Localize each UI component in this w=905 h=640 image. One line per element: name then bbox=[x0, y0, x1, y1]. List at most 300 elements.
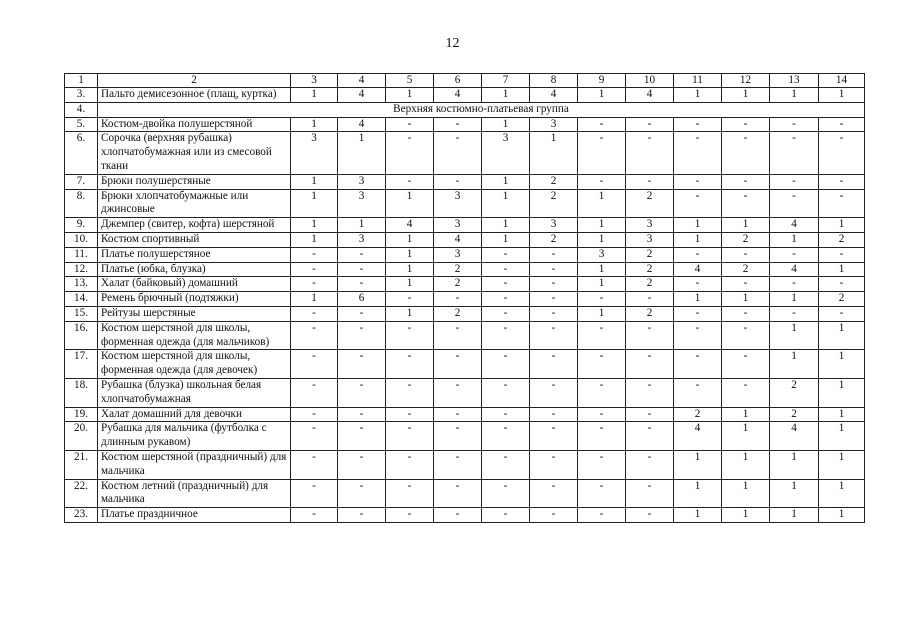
quantity-cell: - bbox=[819, 132, 865, 174]
item-name: Сорочка (верхняя рубашка) хлопчатобумажная или из смесовой ткани bbox=[98, 132, 291, 174]
header-cell: 10 bbox=[626, 74, 674, 88]
quantity-cell: 4 bbox=[626, 88, 674, 103]
table-row bbox=[65, 117, 865, 132]
quantity-cell: - bbox=[770, 189, 819, 218]
quantity-cell: 1 bbox=[819, 450, 865, 479]
quantity-cell: - bbox=[530, 262, 578, 277]
quantity-cell: 2 bbox=[626, 247, 674, 262]
quantity-cell: - bbox=[578, 132, 626, 174]
row-number: 21. bbox=[65, 450, 98, 479]
header-cell: 8 bbox=[530, 74, 578, 88]
header-cell: 11 bbox=[674, 74, 722, 88]
quantity-cell: 1 bbox=[338, 218, 386, 233]
item-name: Рейтузы шерстяные bbox=[98, 306, 291, 321]
quantity-cell: - bbox=[434, 407, 482, 422]
quantity-cell: 1 bbox=[482, 174, 530, 189]
quantity-cell: 4 bbox=[434, 88, 482, 103]
quantity-cell: - bbox=[819, 174, 865, 189]
quantity-cell: - bbox=[530, 350, 578, 379]
row-number: 15. bbox=[65, 306, 98, 321]
quantity-cell: 6 bbox=[338, 292, 386, 307]
quantity-cell: 4 bbox=[674, 422, 722, 451]
quantity-cell: 2 bbox=[819, 232, 865, 247]
quantity-cell: - bbox=[482, 277, 530, 292]
quantity-cell: 1 bbox=[482, 232, 530, 247]
quantity-cell: - bbox=[770, 247, 819, 262]
quantity-cell: 4 bbox=[386, 218, 434, 233]
quantity-cell: 1 bbox=[722, 422, 770, 451]
quantity-cell: - bbox=[434, 479, 482, 508]
table-row bbox=[65, 262, 865, 277]
item-name: Костюм шерстяной для школы, форменная одежда (для девочек) bbox=[98, 350, 291, 379]
quantity-cell: 1 bbox=[722, 450, 770, 479]
quantity-cell: 2 bbox=[674, 407, 722, 422]
row-number: 23. bbox=[65, 508, 98, 523]
header-cell: 5 bbox=[386, 74, 434, 88]
quantity-cell: 2 bbox=[434, 262, 482, 277]
quantity-cell: 1 bbox=[338, 132, 386, 174]
quantity-cell: - bbox=[722, 378, 770, 407]
quantity-cell: - bbox=[338, 422, 386, 451]
clothing-norms-table bbox=[64, 73, 865, 523]
quantity-cell: - bbox=[386, 350, 434, 379]
quantity-cell: 3 bbox=[434, 247, 482, 262]
table-row bbox=[65, 479, 865, 508]
quantity-cell: - bbox=[626, 117, 674, 132]
quantity-cell: - bbox=[482, 292, 530, 307]
quantity-cell: - bbox=[291, 378, 338, 407]
quantity-cell: - bbox=[626, 450, 674, 479]
item-name: Джемпер (свитер, кофта) шерстяной bbox=[98, 218, 291, 233]
quantity-cell: - bbox=[386, 378, 434, 407]
quantity-cell: 3 bbox=[434, 189, 482, 218]
header-cell: 7 bbox=[482, 74, 530, 88]
table-row bbox=[65, 407, 865, 422]
quantity-cell: - bbox=[482, 247, 530, 262]
quantity-cell: - bbox=[338, 378, 386, 407]
quantity-cell: 1 bbox=[770, 321, 819, 350]
quantity-cell: - bbox=[722, 189, 770, 218]
header-cell: 13 bbox=[770, 74, 819, 88]
quantity-cell: - bbox=[482, 450, 530, 479]
quantity-cell: 4 bbox=[530, 88, 578, 103]
quantity-cell: - bbox=[434, 321, 482, 350]
quantity-cell: - bbox=[530, 450, 578, 479]
quantity-cell: - bbox=[578, 422, 626, 451]
quantity-cell: - bbox=[530, 378, 578, 407]
quantity-cell: 1 bbox=[386, 189, 434, 218]
quantity-cell: - bbox=[722, 174, 770, 189]
quantity-cell: - bbox=[386, 117, 434, 132]
quantity-cell: 1 bbox=[770, 450, 819, 479]
quantity-cell: - bbox=[626, 174, 674, 189]
quantity-cell: 1 bbox=[578, 277, 626, 292]
quantity-cell: - bbox=[819, 117, 865, 132]
quantity-cell: 3 bbox=[482, 132, 530, 174]
quantity-cell: - bbox=[626, 378, 674, 407]
quantity-cell: 1 bbox=[578, 189, 626, 218]
quantity-cell: 1 bbox=[770, 350, 819, 379]
quantity-cell: - bbox=[386, 479, 434, 508]
quantity-cell: - bbox=[386, 422, 434, 451]
row-number: 6. bbox=[65, 132, 98, 174]
quantity-cell: 2 bbox=[819, 292, 865, 307]
quantity-cell: 1 bbox=[482, 117, 530, 132]
header-cell: 4 bbox=[338, 74, 386, 88]
table-row bbox=[65, 218, 865, 233]
quantity-cell: - bbox=[434, 350, 482, 379]
quantity-cell: 3 bbox=[291, 132, 338, 174]
quantity-cell: - bbox=[291, 407, 338, 422]
quantity-cell: - bbox=[530, 247, 578, 262]
quantity-cell: - bbox=[386, 132, 434, 174]
quantity-cell: 1 bbox=[674, 88, 722, 103]
quantity-cell: - bbox=[722, 132, 770, 174]
quantity-cell: - bbox=[338, 247, 386, 262]
quantity-cell: 3 bbox=[626, 218, 674, 233]
quantity-cell: 4 bbox=[338, 88, 386, 103]
quantity-cell: - bbox=[578, 508, 626, 523]
quantity-cell: - bbox=[578, 174, 626, 189]
table-row bbox=[65, 132, 865, 174]
quantity-cell: - bbox=[578, 378, 626, 407]
table-row bbox=[65, 378, 865, 407]
quantity-cell: 1 bbox=[722, 508, 770, 523]
item-name: Платье полушерстяное bbox=[98, 247, 291, 262]
quantity-cell: - bbox=[338, 450, 386, 479]
quantity-cell: 1 bbox=[674, 292, 722, 307]
row-number: 16. bbox=[65, 321, 98, 350]
table-row bbox=[65, 350, 865, 379]
quantity-cell: - bbox=[578, 407, 626, 422]
item-name: Костюм летний (праздничный) для мальчика bbox=[98, 479, 291, 508]
quantity-cell: - bbox=[434, 378, 482, 407]
quantity-cell: 2 bbox=[530, 189, 578, 218]
quantity-cell: - bbox=[482, 306, 530, 321]
quantity-cell: - bbox=[482, 350, 530, 379]
quantity-cell: - bbox=[578, 292, 626, 307]
row-number: 19. bbox=[65, 407, 98, 422]
quantity-cell: - bbox=[722, 117, 770, 132]
quantity-cell: 1 bbox=[674, 218, 722, 233]
quantity-cell: - bbox=[578, 117, 626, 132]
quantity-cell: - bbox=[482, 378, 530, 407]
quantity-cell: 4 bbox=[770, 218, 819, 233]
item-name: Халат (байковый) домашний bbox=[98, 277, 291, 292]
quantity-cell: - bbox=[482, 508, 530, 523]
item-name: Платье праздничное bbox=[98, 508, 291, 523]
quantity-cell: - bbox=[819, 306, 865, 321]
quantity-cell: 1 bbox=[674, 450, 722, 479]
quantity-cell: 1 bbox=[291, 117, 338, 132]
quantity-cell: - bbox=[291, 306, 338, 321]
quantity-cell: - bbox=[530, 277, 578, 292]
quantity-cell: 1 bbox=[722, 479, 770, 508]
quantity-cell: 1 bbox=[674, 232, 722, 247]
quantity-cell: 1 bbox=[578, 88, 626, 103]
quantity-cell: - bbox=[386, 174, 434, 189]
header-cell: 2 bbox=[98, 74, 291, 88]
quantity-cell: - bbox=[530, 407, 578, 422]
page-number: 12 bbox=[445, 36, 460, 51]
item-name: Костюм шерстяной (праздничный) для мальчика bbox=[98, 450, 291, 479]
quantity-cell: - bbox=[338, 321, 386, 350]
quantity-cell: 1 bbox=[291, 218, 338, 233]
quantity-cell: 3 bbox=[626, 232, 674, 247]
group-label: Верхняя костюмно-платьевая группа bbox=[98, 102, 865, 117]
quantity-cell: 1 bbox=[770, 88, 819, 103]
quantity-cell: - bbox=[386, 508, 434, 523]
quantity-cell: - bbox=[434, 132, 482, 174]
quantity-cell: 1 bbox=[291, 189, 338, 218]
quantity-cell: - bbox=[482, 422, 530, 451]
quantity-cell: 1 bbox=[291, 174, 338, 189]
quantity-cell: 4 bbox=[770, 422, 819, 451]
quantity-cell: - bbox=[722, 247, 770, 262]
quantity-cell: - bbox=[578, 350, 626, 379]
quantity-cell: 1 bbox=[386, 277, 434, 292]
quantity-cell: 1 bbox=[386, 262, 434, 277]
quantity-cell: - bbox=[338, 277, 386, 292]
item-name: Рубашка для мальчика (футболка с длинным рукавом) bbox=[98, 422, 291, 451]
row-number: 17. bbox=[65, 350, 98, 379]
quantity-cell: 1 bbox=[530, 132, 578, 174]
quantity-cell: - bbox=[722, 350, 770, 379]
quantity-cell: 1 bbox=[770, 232, 819, 247]
quantity-cell: 1 bbox=[819, 321, 865, 350]
group-row bbox=[65, 102, 865, 117]
quantity-cell: 2 bbox=[770, 407, 819, 422]
quantity-cell: 3 bbox=[338, 174, 386, 189]
quantity-cell: 1 bbox=[386, 247, 434, 262]
quantity-cell: - bbox=[338, 306, 386, 321]
quantity-cell: - bbox=[674, 117, 722, 132]
quantity-cell: - bbox=[530, 479, 578, 508]
row-number: 14. bbox=[65, 292, 98, 307]
quantity-cell: - bbox=[338, 350, 386, 379]
header-cell: 12 bbox=[722, 74, 770, 88]
quantity-cell: 2 bbox=[530, 174, 578, 189]
quantity-cell: 1 bbox=[578, 306, 626, 321]
quantity-cell: - bbox=[770, 174, 819, 189]
quantity-cell: 1 bbox=[770, 292, 819, 307]
quantity-cell: 1 bbox=[482, 88, 530, 103]
quantity-cell: - bbox=[434, 508, 482, 523]
quantity-cell: 3 bbox=[434, 218, 482, 233]
table-row bbox=[65, 422, 865, 451]
table-row bbox=[65, 277, 865, 292]
quantity-cell: - bbox=[291, 479, 338, 508]
quantity-cell: 2 bbox=[626, 277, 674, 292]
table-row bbox=[65, 450, 865, 479]
header-cell: 3 bbox=[291, 74, 338, 88]
quantity-cell: - bbox=[626, 422, 674, 451]
quantity-cell: - bbox=[434, 422, 482, 451]
quantity-cell: 1 bbox=[674, 479, 722, 508]
quantity-cell: - bbox=[482, 479, 530, 508]
quantity-cell: 1 bbox=[819, 407, 865, 422]
quantity-cell: - bbox=[338, 262, 386, 277]
quantity-cell: - bbox=[291, 508, 338, 523]
row-number: 12. bbox=[65, 262, 98, 277]
quantity-cell: - bbox=[674, 306, 722, 321]
quantity-cell: 4 bbox=[674, 262, 722, 277]
quantity-cell: 2 bbox=[770, 378, 819, 407]
table-row bbox=[65, 321, 865, 350]
quantity-cell: - bbox=[291, 450, 338, 479]
quantity-cell: - bbox=[770, 277, 819, 292]
quantity-cell: 3 bbox=[578, 247, 626, 262]
quantity-cell: - bbox=[482, 321, 530, 350]
table-row bbox=[65, 189, 865, 218]
quantity-cell: - bbox=[674, 277, 722, 292]
item-name: Платье (юбка, блузка) bbox=[98, 262, 291, 277]
quantity-cell: 1 bbox=[770, 479, 819, 508]
row-number: 4. bbox=[65, 102, 98, 117]
quantity-cell: 1 bbox=[819, 422, 865, 451]
item-name: Рубашка (блузка) школьная белая хлопчатобумажная bbox=[98, 378, 291, 407]
quantity-cell: - bbox=[291, 277, 338, 292]
quantity-cell: 2 bbox=[722, 262, 770, 277]
quantity-cell: - bbox=[338, 479, 386, 508]
quantity-cell: - bbox=[626, 407, 674, 422]
quantity-cell: - bbox=[674, 321, 722, 350]
quantity-cell: - bbox=[674, 350, 722, 379]
quantity-cell: - bbox=[770, 132, 819, 174]
quantity-cell: - bbox=[722, 306, 770, 321]
quantity-cell: - bbox=[578, 479, 626, 508]
quantity-cell: - bbox=[530, 306, 578, 321]
quantity-cell: 1 bbox=[578, 218, 626, 233]
quantity-cell: - bbox=[674, 132, 722, 174]
quantity-cell: 1 bbox=[386, 88, 434, 103]
quantity-cell: - bbox=[578, 450, 626, 479]
quantity-cell: 1 bbox=[819, 218, 865, 233]
item-name: Пальто демисезонное (плащ, куртка) bbox=[98, 88, 291, 103]
quantity-cell: - bbox=[386, 407, 434, 422]
quantity-cell: 1 bbox=[291, 232, 338, 247]
row-number: 8. bbox=[65, 189, 98, 218]
quantity-cell: - bbox=[674, 174, 722, 189]
quantity-cell: 3 bbox=[338, 232, 386, 247]
quantity-cell: 1 bbox=[722, 407, 770, 422]
quantity-cell: 1 bbox=[386, 306, 434, 321]
quantity-cell: 3 bbox=[530, 117, 578, 132]
header-cell: 1 bbox=[65, 74, 98, 88]
table-row bbox=[65, 306, 865, 321]
quantity-cell: 4 bbox=[434, 232, 482, 247]
row-number: 9. bbox=[65, 218, 98, 233]
row-number: 11. bbox=[65, 247, 98, 262]
header-cell: 6 bbox=[434, 74, 482, 88]
item-name: Костюм шерстяной для школы, форменная одежда (для мальчиков) bbox=[98, 321, 291, 350]
quantity-cell: - bbox=[674, 189, 722, 218]
table-row bbox=[65, 174, 865, 189]
column-number-header bbox=[65, 74, 865, 88]
table-row bbox=[65, 232, 865, 247]
item-name: Халат домашний для девочки bbox=[98, 407, 291, 422]
quantity-cell: 2 bbox=[722, 232, 770, 247]
quantity-cell: 2 bbox=[626, 189, 674, 218]
row-number: 10. bbox=[65, 232, 98, 247]
row-number: 20. bbox=[65, 422, 98, 451]
quantity-cell: - bbox=[674, 378, 722, 407]
quantity-cell: - bbox=[434, 450, 482, 479]
item-name: Брюки хлопчатобумажные или джинсовые bbox=[98, 189, 291, 218]
quantity-cell: 1 bbox=[291, 292, 338, 307]
quantity-cell: - bbox=[722, 321, 770, 350]
quantity-cell: - bbox=[291, 262, 338, 277]
quantity-cell: - bbox=[338, 407, 386, 422]
quantity-cell: - bbox=[291, 350, 338, 379]
quantity-cell: - bbox=[530, 422, 578, 451]
quantity-cell: 2 bbox=[626, 262, 674, 277]
quantity-cell: - bbox=[819, 247, 865, 262]
quantity-cell: 1 bbox=[819, 378, 865, 407]
quantity-cell: - bbox=[722, 277, 770, 292]
quantity-cell: - bbox=[530, 292, 578, 307]
quantity-cell: - bbox=[434, 292, 482, 307]
row-number: 22. bbox=[65, 479, 98, 508]
quantity-cell: - bbox=[386, 292, 434, 307]
quantity-cell: 1 bbox=[722, 292, 770, 307]
quantity-cell: 1 bbox=[722, 218, 770, 233]
quantity-cell: - bbox=[626, 479, 674, 508]
quantity-cell: 1 bbox=[386, 232, 434, 247]
quantity-cell: 1 bbox=[578, 262, 626, 277]
quantity-cell: 4 bbox=[770, 262, 819, 277]
quantity-cell: 1 bbox=[674, 508, 722, 523]
table-row bbox=[65, 247, 865, 262]
quantity-cell: 1 bbox=[770, 508, 819, 523]
quantity-cell: - bbox=[338, 508, 386, 523]
quantity-cell: - bbox=[819, 277, 865, 292]
quantity-cell: - bbox=[482, 262, 530, 277]
row-number: 13. bbox=[65, 277, 98, 292]
quantity-cell: 1 bbox=[578, 232, 626, 247]
quantity-cell: 4 bbox=[338, 117, 386, 132]
quantity-cell: 1 bbox=[722, 88, 770, 103]
table-row bbox=[65, 508, 865, 523]
quantity-cell: - bbox=[626, 292, 674, 307]
quantity-cell: - bbox=[291, 321, 338, 350]
quantity-cell: - bbox=[530, 321, 578, 350]
row-number: 5. bbox=[65, 117, 98, 132]
quantity-cell: - bbox=[626, 350, 674, 379]
quantity-cell: 1 bbox=[819, 88, 865, 103]
row-number: 3. bbox=[65, 88, 98, 103]
quantity-cell: 2 bbox=[434, 306, 482, 321]
quantity-cell: 1 bbox=[482, 189, 530, 218]
quantity-cell: - bbox=[674, 247, 722, 262]
header-cell: 9 bbox=[578, 74, 626, 88]
table-row bbox=[65, 292, 865, 307]
quantity-cell: - bbox=[482, 407, 530, 422]
item-name: Брюки полушерстяные bbox=[98, 174, 291, 189]
quantity-cell: 3 bbox=[338, 189, 386, 218]
quantity-cell: 1 bbox=[819, 479, 865, 508]
quantity-cell: 2 bbox=[530, 232, 578, 247]
quantity-cell: - bbox=[770, 117, 819, 132]
quantity-cell: - bbox=[530, 508, 578, 523]
quantity-cell: 1 bbox=[819, 262, 865, 277]
quantity-cell: 2 bbox=[626, 306, 674, 321]
quantity-cell: - bbox=[291, 247, 338, 262]
quantity-cell: 2 bbox=[434, 277, 482, 292]
quantity-cell: 1 bbox=[819, 508, 865, 523]
row-number: 18. bbox=[65, 378, 98, 407]
quantity-cell: - bbox=[626, 132, 674, 174]
